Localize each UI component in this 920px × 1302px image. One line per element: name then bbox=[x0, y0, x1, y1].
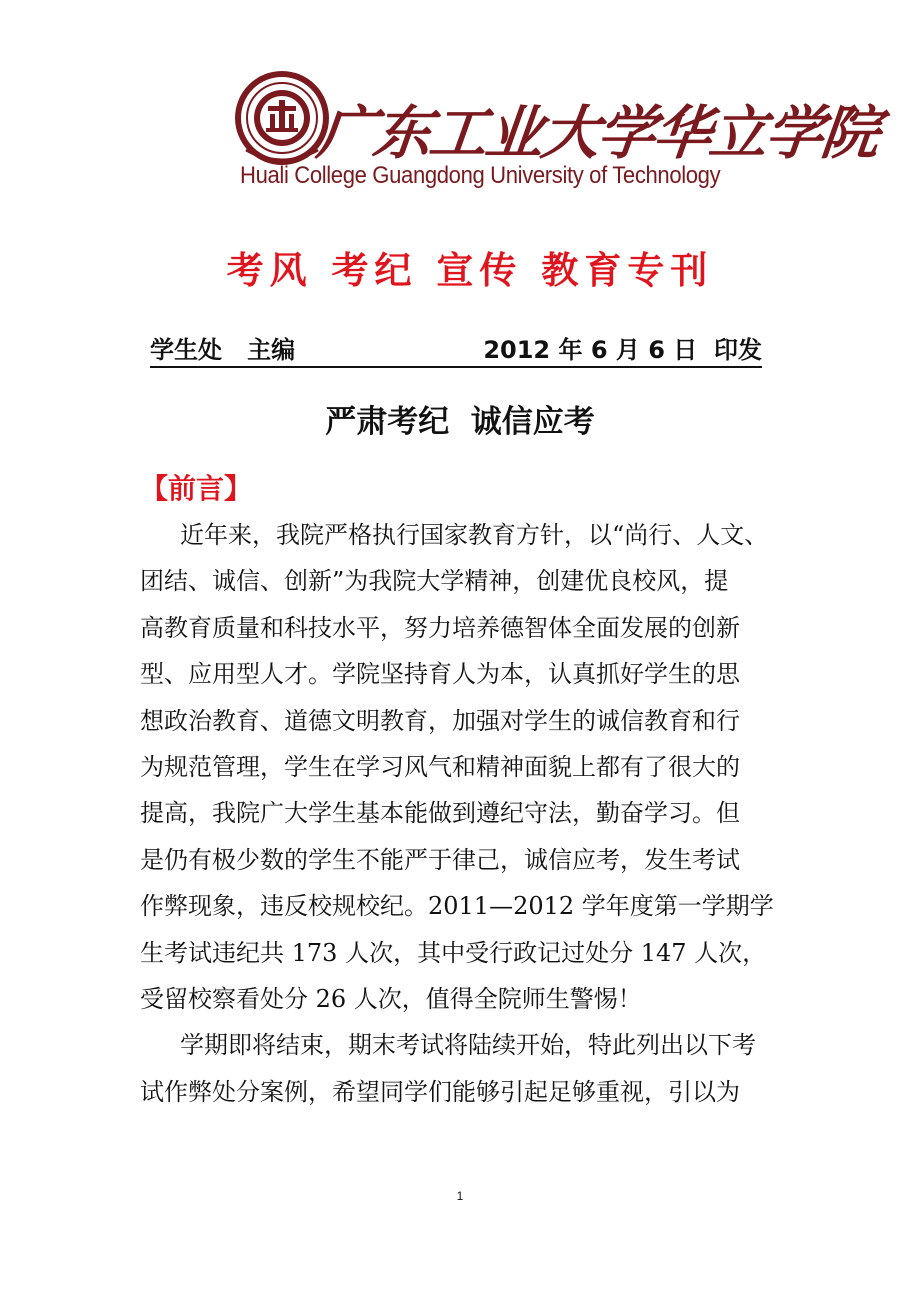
body-line: 是仍有极少数的学生不能严于律己，诚信应考，发生考试 bbox=[140, 845, 740, 874]
publish-date: 2012 年 6 月 6 日 印发 bbox=[483, 336, 762, 364]
editor-line bbox=[150, 330, 762, 368]
body-line: 为规范管理，学生在学习风气和精神面貌上都有了很大的 bbox=[140, 752, 740, 781]
body-line: 生考试违纪共 173 人次，其中受行政记过处分 147 人次， bbox=[140, 938, 767, 967]
body-line: 型、应用型人才。学院坚持育人为本，认真抓好学生的思 bbox=[140, 660, 740, 689]
body-text bbox=[140, 512, 800, 1115]
article-subtitle: 严肃考纪 诚信应考 bbox=[325, 404, 595, 440]
body-line: 高教育质量和科技水平，努力培养德智体全面发展的创新 bbox=[140, 613, 740, 642]
page-title: 考风 考纪 宣传 教育专刊 bbox=[226, 249, 714, 292]
body-line: 受留校察看处分 26 人次，值得全院师生警惕！ bbox=[140, 984, 642, 1013]
body-line: 学期即将结束，期末考试将陆续开始，特此列出以下考 bbox=[180, 1031, 756, 1060]
body-line: 团结、诚信、创新”为我院大学精神，创建优良校风，提 bbox=[140, 567, 729, 596]
college-name-chinese: 广东工业大学华立学院 bbox=[313, 99, 882, 167]
editor-name: 学生处 主编 bbox=[150, 336, 296, 364]
body-line: 想政治教育、道德文明教育，加强对学生的诚信教育和行 bbox=[140, 706, 740, 735]
body-line: 近年来，我院严格执行国家教育方针，以“尚行、人文、 bbox=[180, 521, 769, 549]
section-heading-preface: 【前言】 bbox=[140, 472, 253, 505]
body-line: 试作弊处分案例，希望同学们能够引起足够重视，引以为 bbox=[140, 1077, 740, 1106]
body-line: 作弊现象，违反校规校纪。2011—2012 学年度第一学期学 bbox=[140, 892, 774, 921]
page-number: 1 bbox=[456, 1189, 464, 1203]
college-name-english: Huali College Guangdong University of Technology bbox=[240, 162, 721, 189]
body-line: 提高，我院广大学生基本能做到遵纪守法，勤奋学习。但 bbox=[140, 799, 740, 828]
